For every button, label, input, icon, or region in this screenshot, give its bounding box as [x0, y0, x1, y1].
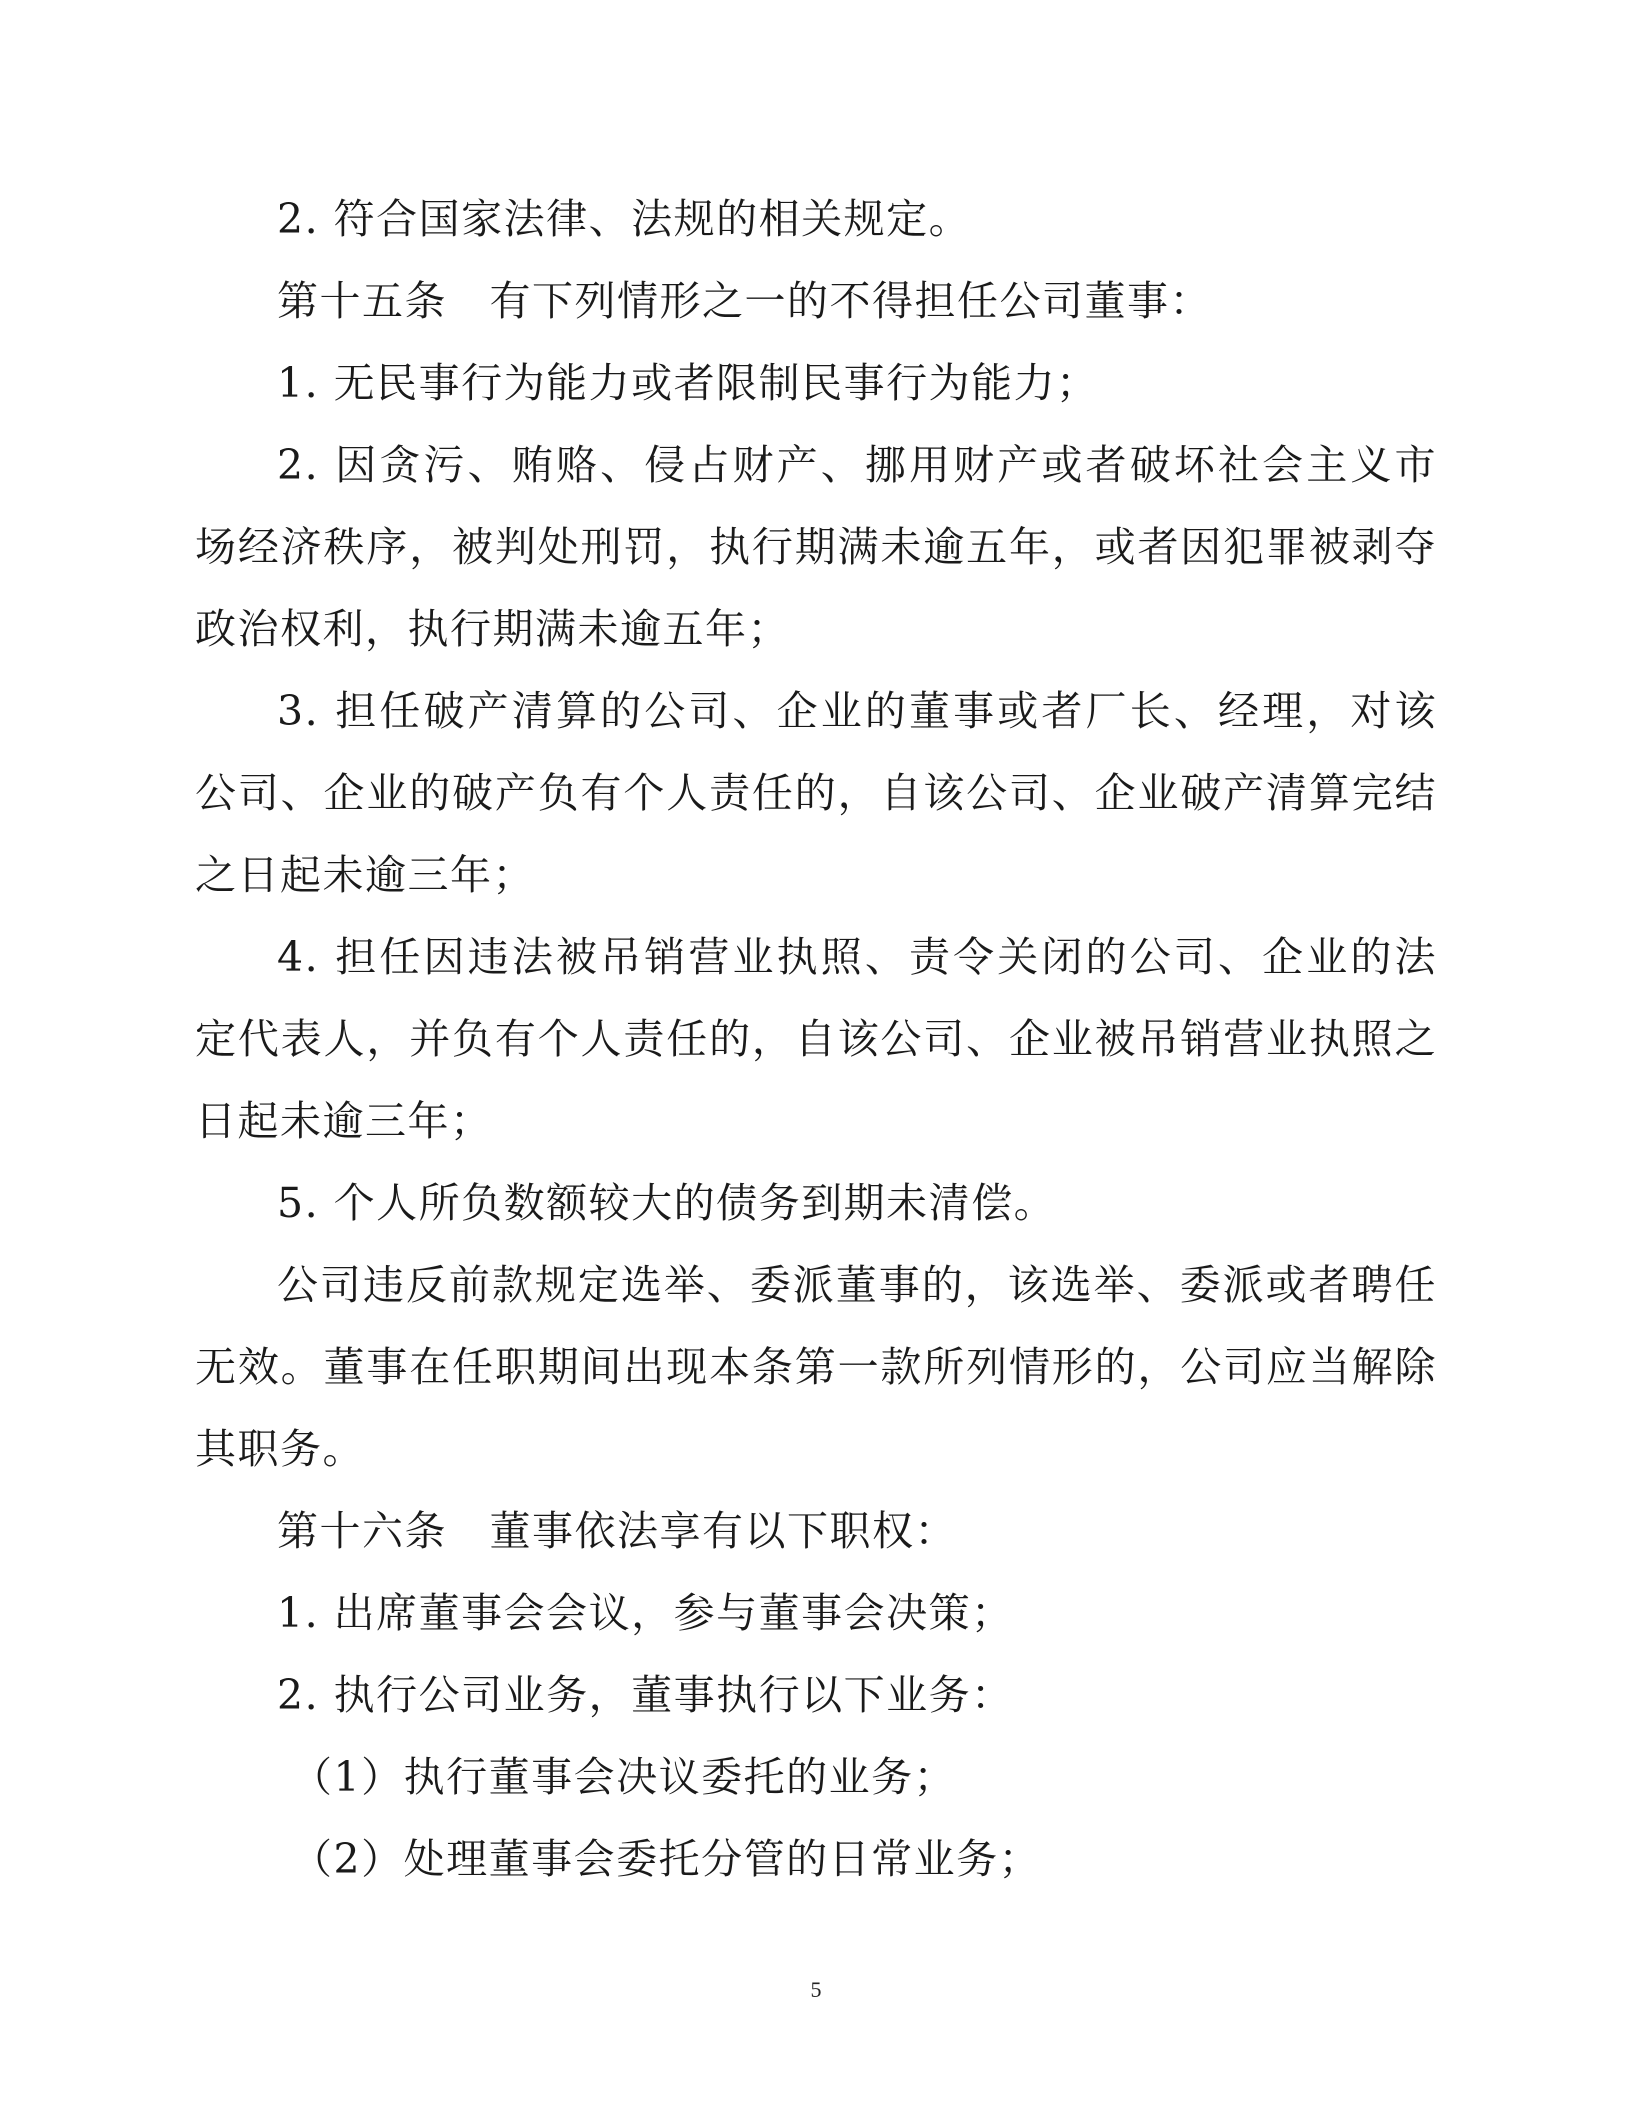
- paragraph-duty-1-meetings: 1. 出席董事会会议，参与董事会决策；: [277, 1589, 1014, 1637]
- paragraph-item-2-criminal: 2. 因贪污、贿赂、侵占财产、挪用财产或者破坏社会主义市场经济秩序，被判处刑罚，执行期满未逾五年，或者因犯罪被剥夺政治权利，执行期满未逾五年；: [195, 441, 1437, 653]
- paragraph-subitem-1: （1）执行董事会决议委托的业务；: [291, 1753, 957, 1801]
- paragraph-item-2-compliance: 2. 符合国家法律、法规的相关规定。: [277, 195, 972, 243]
- page-number: 5: [810, 1977, 822, 2002]
- paragraph-item-4-license-revoked: 4. 担任因违法被吊销营业执照、责令关闭的公司、企业的法定代表人，并负有个人责任的，自该公司、企业被吊销营业执照之日起未逾三年；: [195, 933, 1437, 1145]
- paragraph-item-3-bankruptcy: 3. 担任破产清算的公司、企业的董事或者厂长、经理，对该公司、企业的破产负有个人责任的，自该公司、企业破产清算完结之日起未逾三年；: [195, 687, 1437, 899]
- paragraph-subitem-2: （2）处理董事会委托分管的日常业务；: [291, 1835, 1042, 1883]
- paragraph-item-1-capacity: 1. 无民事行为能力或者限制民事行为能力；: [277, 359, 1099, 407]
- article-16-heading: 第十六条 董事依法享有以下职权：: [277, 1507, 957, 1555]
- body-text: [195, 178, 1437, 1900]
- paragraph-invalid-election: 公司违反前款规定选举、委派董事的，该选举、委派或者聘任无效。董事在任职期间出现本条第一款所列情形的，公司应当解除其职务。: [195, 1261, 1437, 1473]
- paragraph-item-5-debt: 5. 个人所负数额较大的债务到期未清偿。: [277, 1179, 1057, 1227]
- paragraph-duty-2-business: 2. 执行公司业务，董事执行以下业务：: [277, 1671, 1014, 1719]
- article-15-heading: 第十五条 有下列情形之一的不得担任公司董事：: [277, 277, 1212, 325]
